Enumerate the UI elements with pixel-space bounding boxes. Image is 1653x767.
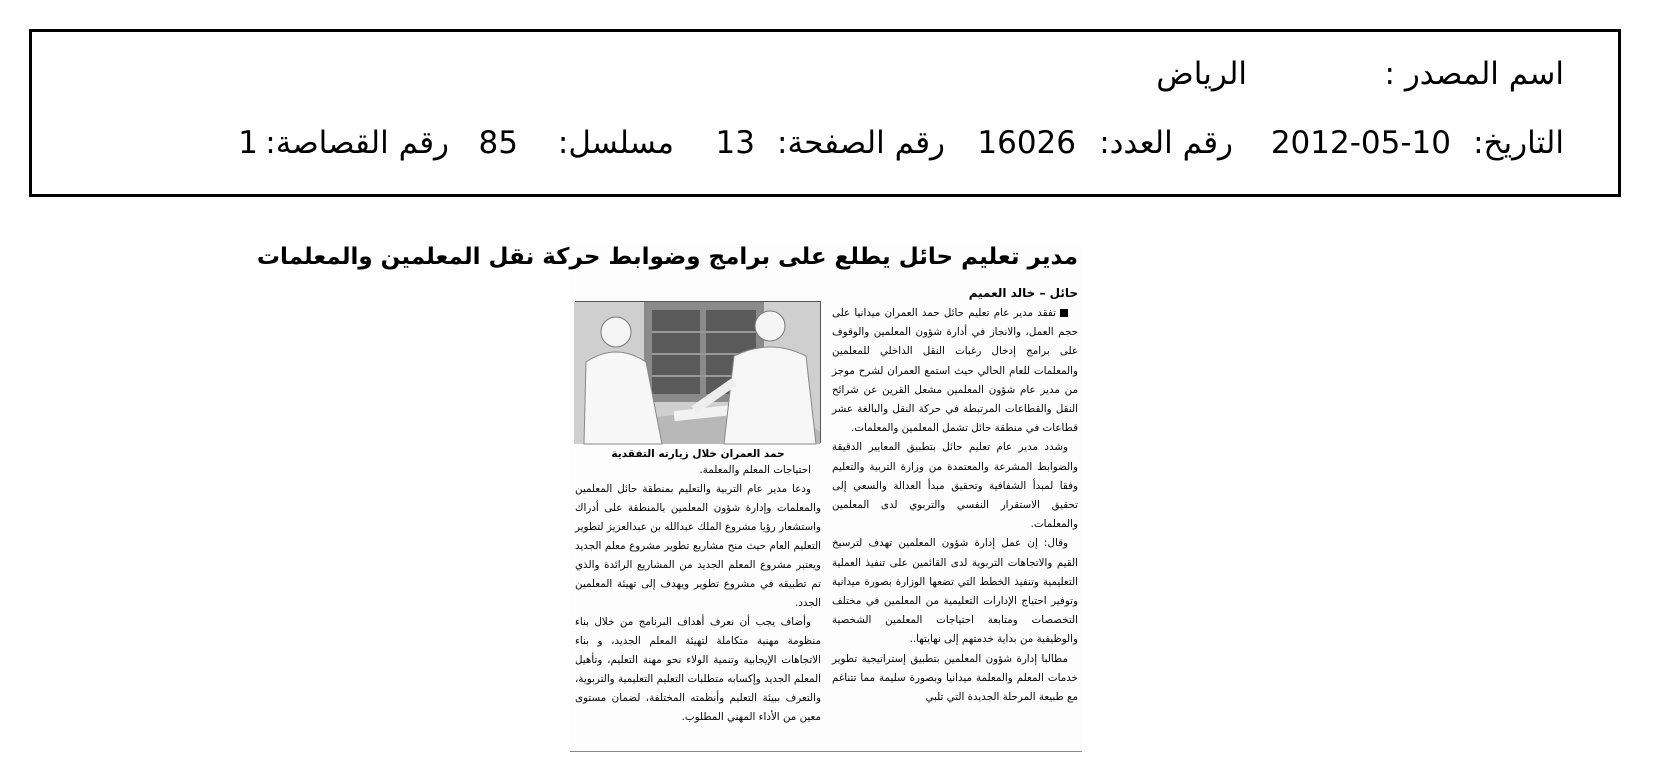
photo-illustration: [574, 302, 820, 444]
article-headline: مدير تعليم حائل يطلع على برامج وضوابط حركة نقل المعلمين والمعلمات: [256, 244, 1078, 270]
source-info-box: [29, 29, 1621, 197]
date-label: التاريخ:: [1473, 125, 1564, 161]
article-photo: [575, 301, 821, 443]
page-value: 13: [715, 125, 755, 161]
article-column-left: [575, 461, 821, 749]
paragraph: مطالبا إدارة شؤون المعلمين بتطبيق إستراتيجية تطوير خدمات المعلم والمعلمة ميدانيا وبصورة سليمة مما تتناغم مع طبيعة المرحلة الجديدة التي تلبي: [832, 652, 1078, 704]
source-value: الرياض: [1156, 56, 1247, 92]
clip-label: رقم القصاصة:: [265, 125, 449, 161]
serial-value: 85: [478, 125, 518, 161]
paragraph: تفقد مدير عام تعليم حائل حمد العمران ميدانيا على حجم العمل، والانجاز في أدارة شؤون المعلمين والوقوف على برامج إدخال رغبات النقل الداخلي للمعلمين والمعلمات للعام الحالي حيث استمع العمران لشرح موجز من مدير عام شؤون المعلمين مشعل القرين عن شرائح النقل والقطاعات المرتبطة في حركة النقل والبالغة عشر قطاعات في منطقة حائل تشمل المعلمين والمعلمات.: [832, 307, 1078, 435]
paragraph: وقال: إن عمل إدارة شؤون المعلمين تهدف لترسيخ القيم والاتجاهات التربوية لدى القائمين على تنفيذ العملية التعليمية وتنفيذ الخطط التي تضعها الوزارة بصورة ميدانية وتوفير احتياج الإدارات التعليمية من المعلمين في مختلف التخصصات ومتابعة احتياجات المعلمين الشخصية والوظيفية من بداية خدمتهم إلى نهايتها..: [832, 537, 1078, 646]
clip-value: 1: [238, 125, 258, 161]
paragraph: وشدد مدير عام تعليم حائل بتطبيق المعايير الدقيقة والضوابط المشرعة والمعتمدة من وزارة التربية والتعليم وفقا لمبدأ الشفافية وتحقيق مبدأ العدالة والسعي إلى تحقيق الاستقرار النفسي والتربوي لدى المعلمين والمعلمات.: [832, 441, 1078, 531]
issue-label: رقم العدد:: [1099, 125, 1233, 161]
clipping-bottom-rule: [570, 751, 1082, 752]
source-row: [34, 56, 1564, 106]
issue-value: 16026: [977, 125, 1076, 161]
serial-label: مسلسل:: [557, 125, 674, 161]
page-label: رقم الصفحة:: [777, 125, 945, 161]
article-column-right: [832, 304, 1078, 749]
paragraph: احتياجات المعلم والمعلمة.: [699, 464, 811, 476]
article-byline: حائل – خالد العميم: [968, 286, 1078, 300]
photo-caption: حمد العمران خلال زيارته التفقدية: [611, 448, 785, 460]
date-value: 2012-05-10: [1270, 125, 1451, 161]
metadata-row: [34, 125, 1564, 175]
source-label: اسم المصدر :: [1384, 56, 1564, 92]
bullet-icon: [1060, 309, 1068, 317]
newspaper-clipping: [256, 244, 1082, 749]
paragraph: وأضاف يجب أن نعرف أهداف البرنامج من خلال بناء منظومة مهنية متكاملة لتهيئة المعلم الجديد، و بناء الاتجاهات الإيجابية وتنمية الولاء نحو مهنة التعليم، وتأهيل المعلم الجديد وإكسابه متطلبات التعليم التعليمية والتربوية، والتعرف ببيئة التعليم وأنظمته المختلفة، لضمان مستوى معين من الأداء المهني المطلوب.: [575, 616, 821, 723]
paragraph: ودعا مدير عام التربية والتعليم بمنطقة حائل المعلمين والمعلمات وإدارة شؤون المعلمين بالمنطقة على أدراك واستشعار رؤيا مشروع الملك عبدالله بن عبدالعزيز لتطوير التعليم العام حيث منح مشاريع تطوير مشروع معلم الجديد ويعتبر مشروع المعلم الجديد من المشاريع الرائدة والذي تم تطبيقه في مشروع تطوير ويهدف إلى تهيئة المعلمين الجدد.: [575, 483, 821, 609]
